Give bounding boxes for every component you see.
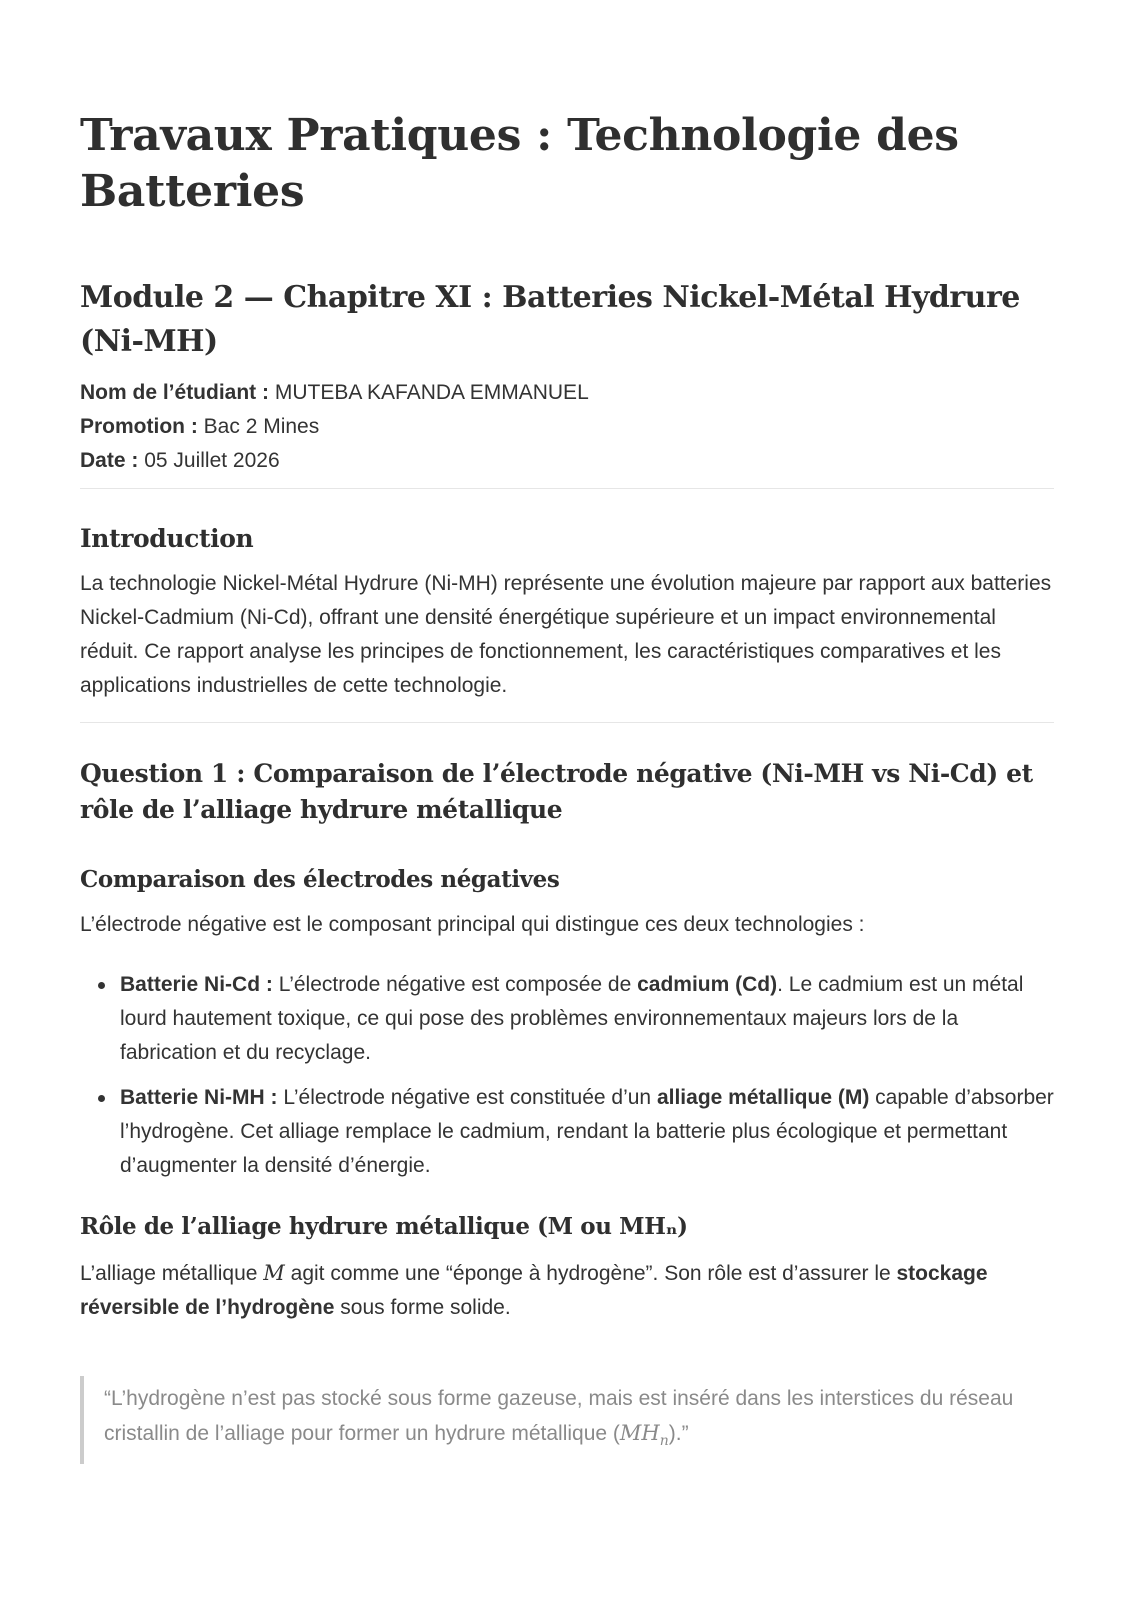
- item-label: Batterie Ni-Cd :: [120, 973, 273, 996]
- role-heading: Rôle de l’alliage hydrure métallique (M ou MHₙ): [80, 1213, 688, 1240]
- divider: [80, 722, 1054, 723]
- bullet-icon: [98, 982, 105, 989]
- student-name-value: MUTEBA KAFANDA EMMANUEL: [274, 381, 589, 404]
- math-symbol-m: M: [263, 1261, 285, 1285]
- student-meta: [80, 376, 1054, 478]
- bullet-icon: [98, 1095, 105, 1102]
- item-label: Batterie Ni-MH :: [120, 1086, 278, 1109]
- role-text-part: agit comme une “éponge à hydrogène”. Son rôle est d’assurer le: [284, 1262, 897, 1285]
- module-heading: Module 2 — Chapitre XI : Batteries Nickel-Métal Hydrure (Ni-MH): [80, 280, 1020, 359]
- promotion-line: [80, 410, 1054, 444]
- document-title: Travaux Pratiques : Technologie des Batteries: [80, 110, 959, 217]
- item-text: . Le cadmium est un métal lourd hautement toxique, ce qui pose des problèmes environnementaux majeurs lors de la fabrication et du recyclage.: [120, 973, 1024, 1064]
- role-text-part: sous forme solide.: [334, 1296, 511, 1319]
- introduction-heading: Introduction: [80, 524, 254, 553]
- date-value: 05 Juillet 2026: [144, 449, 280, 472]
- student-name-label: Nom de l’étudiant :: [80, 381, 269, 404]
- role-bold: stockage réversible de l’hydrogène: [80, 1262, 988, 1319]
- math-subscript: n: [659, 1433, 669, 1450]
- electrode-list: [80, 968, 1054, 1194]
- student-name-line: [80, 376, 1054, 410]
- promotion-label: Promotion :: [80, 415, 198, 438]
- quote-text: “L’hydrogène n’est pas stocké sous forme gazeuse, mais est inséré dans les interstices du réseau cristallin de l’alliage pour former un hydrure métallique (: [104, 1387, 1014, 1445]
- introduction-text: La technologie Nickel-Métal Hydrure (Ni-MH) représente une évolution majeure par rapport aux batteries Nickel-Cadmium (Ni-Cd), offrant une densité énergétique supérieure et un impact environnemental réduit. Ce rapport analyse les principes de fonctionnement, les caractéristiques comparatives et les applications industrielles de cette technologie.: [80, 572, 1052, 697]
- list-item-nicd: [80, 968, 1054, 1070]
- item-text: L’électrode négative est composée de: [272, 973, 638, 996]
- divider: [80, 488, 1054, 489]
- date-line: [80, 444, 1054, 478]
- quote-text: ).”: [668, 1422, 689, 1445]
- date-label: Date :: [80, 449, 139, 472]
- comparison-heading: Comparaison des électrodes négatives: [80, 866, 560, 893]
- item-bold: alliage métallique (M): [656, 1086, 870, 1109]
- role-text: [80, 1256, 1054, 1325]
- blockquote: [80, 1376, 1054, 1464]
- role-text-part: L’alliage métallique: [80, 1262, 264, 1285]
- math-symbol-mh: MH: [619, 1421, 660, 1445]
- list-item-nimh: [80, 1081, 1054, 1183]
- item-text: L’électrode négative est constituée d’un: [277, 1086, 657, 1109]
- comparison-intro: L’électrode négative est le composant principal qui distingue ces deux technologies :: [80, 913, 865, 936]
- question1-heading: Question 1 : Comparaison de l’électrode négative (Ni-MH vs Ni-Cd) et rôle de l’alliage hydrure métallique: [80, 759, 1033, 824]
- item-text: capable d’absorber l’hydrogène. Cet alliage remplace le cadmium, rendant la batterie plus écologique et permettant d’augmenter la densité d’énergie.: [120, 1086, 1054, 1177]
- item-bold: cadmium (Cd): [637, 973, 778, 996]
- promotion-value: Bac 2 Mines: [203, 415, 320, 438]
